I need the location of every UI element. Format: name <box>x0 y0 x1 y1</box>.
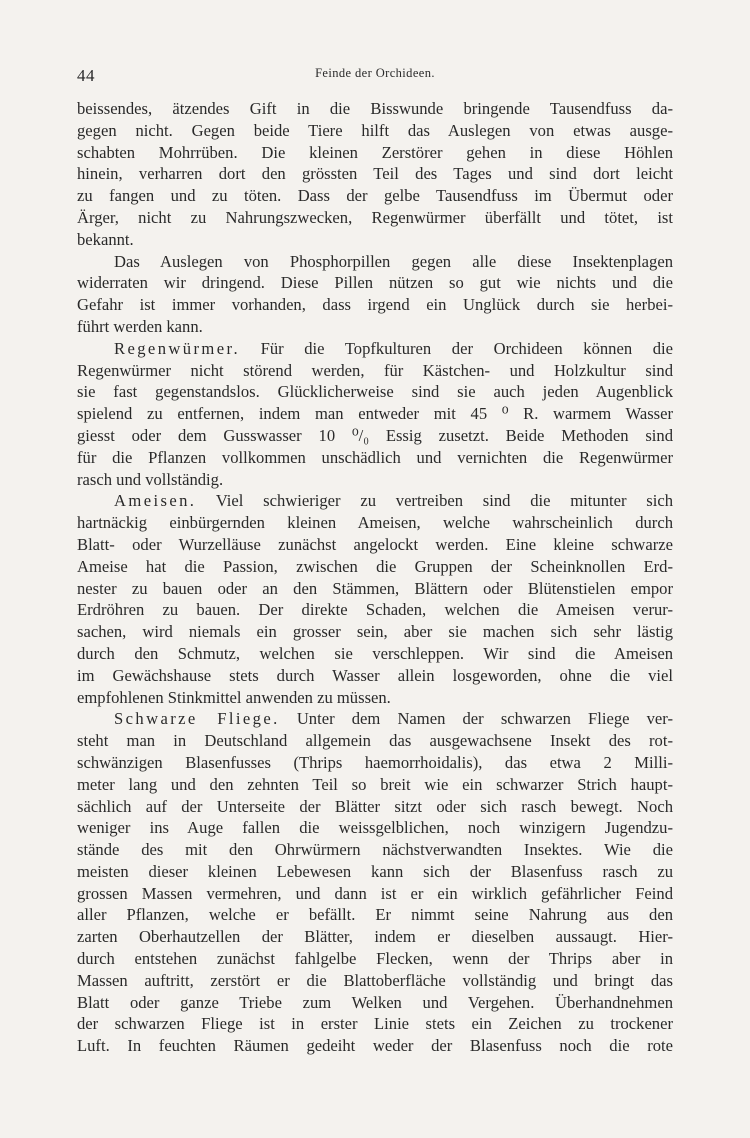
text-line: Luft. In feuchten Räumen gedeiht weder der Blasenfuss noch die rote <box>77 1036 673 1056</box>
text-line: Regenwürmer nicht störend werden, für Kästchen- und Holzkultur sind <box>77 360 673 380</box>
section-heading-regenwuermer: Regenwürmer. <box>114 338 241 358</box>
text-span: Unter dem Namen der schwarzen Fliege ver- <box>279 709 674 729</box>
text-line: meter lang und den zehnten Teil so breit wie ein schwarzer Strich haupt- <box>77 774 673 794</box>
text-line: durch den Schmutz, welchen sie verschleppen. Wir sind die Ameisen <box>77 643 673 663</box>
text-line <box>77 490 673 512</box>
section-heading-schwarze-fliege: Schwarze Fliege. <box>114 709 280 729</box>
text-line: Erdröhren zu bauen. Der direkte Schaden, welchen die Ameisen verur- <box>77 600 673 620</box>
text-span: Viel schwieriger zu vertreiben sind die mitunter sich <box>196 491 673 511</box>
text-line <box>77 338 673 360</box>
text-line: rasch und vollständig. <box>77 469 224 489</box>
text-line: durch entstehen zunächst fahlgelbe Flecken, wenn der Thrips aber in <box>77 949 673 969</box>
text-line: steht man in Deutschland allgemein das ausgewachsene Insekt des rot- <box>77 731 673 751</box>
text-line: Ärger, nicht zu Nahrungszwecken, Regenwürmer überfällt und tötet, ist <box>77 207 673 227</box>
paragraph-tausendfuss <box>77 98 673 251</box>
paragraph-schwarze-fliege <box>77 708 673 1057</box>
text-line: nester zu bauen oder an den Stämmen, Blättern oder Blütenstielen empor <box>77 578 673 598</box>
text-line: gegen nicht. Gegen beide Tiere hilft das Auslegen von etwas ausge- <box>77 120 673 140</box>
text-line: der schwarzen Fliege ist in erster Linie stets ein Zeichen zu trockener <box>77 1014 673 1034</box>
text-line: im Gewächshause stets durch Wasser allein losgeworden, ohne die viel <box>77 665 673 685</box>
text-line: bekannt. <box>77 229 134 249</box>
text-line: hartnäckig einbürgernden kleinen Ameisen, welche wahrscheinlich durch <box>77 513 673 533</box>
text-line: Gefahr ist immer vorhanden, dass irgend ein Unglück durch sie herbei- <box>77 295 673 315</box>
text-line: widerraten wir dringend. Diese Pillen nützen so gut wie nichts und die <box>77 273 673 293</box>
body-text <box>77 98 673 1057</box>
text-line: sächlich auf der Unterseite der Blätter sitzt oder sich rasch bewegt. Noch <box>77 796 673 816</box>
paragraph-ameisen <box>77 490 673 708</box>
text-line: schabten Mohrrüben. Die kleinen Zerstörer gehen in diese Höhlen <box>77 142 673 162</box>
running-title: Feinde der Orchideen. <box>315 66 435 80</box>
text-line: Ameise hat die Passion, zwischen die Gruppen der Scheinknollen Erd- <box>77 556 673 576</box>
text-line: weniger ins Auge fallen die weissgelblichen, noch winzigern Jugendzu- <box>77 818 673 838</box>
text-line: zu fangen und zu töten. Dass der gelbe Tausendfuss im Übermut oder <box>77 186 673 206</box>
section-heading-ameisen: Ameisen. <box>114 491 197 511</box>
text-line: sachen, wird niemals ein grosser sein, aber sie machen sich sehr lästig <box>77 622 673 642</box>
text-line: grossen Massen vermehren, und dann ist er ein wirklich gefährlicher Feind <box>77 883 673 903</box>
text-line: führt werden kann. <box>77 316 203 336</box>
text-line: empfohlenen Stinkmittel anwenden zu müssen. <box>77 687 391 707</box>
text-line: aller Pflanzen, welche er befällt. Er nimmt seine Nahrung aus den <box>77 905 673 925</box>
text-line: beissendes, ätzendes Gift in die Bisswunde bringende Tausendfuss da- <box>77 99 673 118</box>
paragraph-regenwuermer <box>77 338 673 491</box>
text-line: sie fast gegenstandslos. Glücklicherweise sind sie auch jeden Augenblick <box>77 382 673 402</box>
text-span: Für die Topfkulturen der Orchideen können die <box>240 338 673 358</box>
text-line: meisten dieser kleinen Lebewesen kann sich der Blasenfuss rasch zu <box>77 861 673 881</box>
text-line <box>77 708 673 730</box>
text-line: Massen auftritt, zerstört er die Blattoberfläche vollständig und bringt das <box>77 970 673 990</box>
page-header <box>77 66 673 86</box>
text-line: Das Auslegen von Phosphorpillen gegen alle diese Insektenplagen <box>114 251 673 271</box>
text-line: schwänzigen Blasenfusses (Thrips haemorrhoidalis), das etwa 2 Milli- <box>77 752 673 772</box>
text-line: Blatt oder ganze Triebe zum Welken und Vergehen. Überhandnehmen <box>77 992 673 1012</box>
text-line: spielend zu entfernen, indem man entweder mit 45 ⁰ R. warmem Wasser <box>77 404 673 424</box>
text-line: Blatt- oder Wurzelläuse zunächst angelockt werden. Eine kleine schwarze <box>77 534 673 554</box>
text-line: giesst oder dem Gusswasser 10 ⁰/₀ Essig zusetzt. Beide Methoden sind <box>77 425 673 445</box>
text-line: zarten Oberhautzellen der Blätter, indem er dieselben aussaugt. Hier- <box>77 927 673 947</box>
text-line: stände des mit den Ohrwürmern nächstverwandten Insektes. Wie die <box>77 840 673 860</box>
paragraph-phosphorpillen <box>77 251 673 338</box>
text-line: für die Pflanzen vollkommen unschädlich und vernichten die Regenwürmer <box>77 447 673 467</box>
text-line: hinein, verharren dort den grössten Teil des Tages und sind dort leicht <box>77 164 673 184</box>
page-number: 44 <box>77 66 95 85</box>
